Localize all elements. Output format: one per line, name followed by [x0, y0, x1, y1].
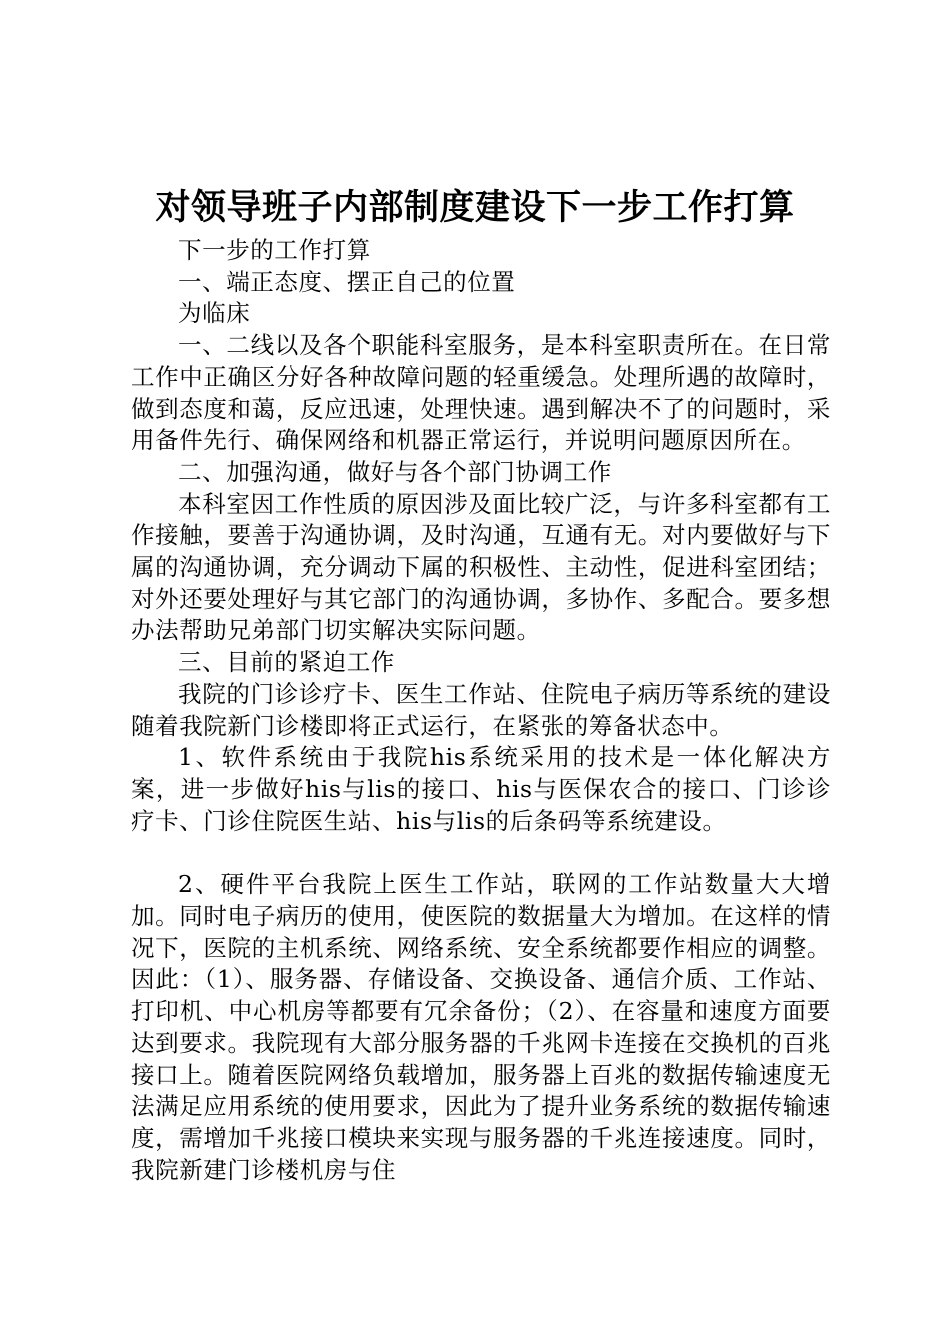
- document-body: [131, 235, 831, 1186]
- paragraph-systems-construction: 我院的门诊诊疗卡、医生工作站、住院电子病历等系统的建设随着我院新门诊楼即将正式运行，在紧张的筹备状态中。: [131, 679, 831, 740]
- paragraph-service-duty: 一、二线以及各个职能科室服务，是本科室职责所在。在日常工作中正确区分好各种故障问题的轻重缓急。处理所遇的故障时，做到态度和蔼，反应迅速，处理快速。遇到解决不了的问题时，采用备件先行、确保网络和机器正常运行，并说明问题原因所在。: [131, 331, 831, 455]
- paragraph-spacer: [131, 837, 831, 869]
- paragraph-communication: 本科室因工作性质的原因涉及面比较广泛，与许多科室都有工作接触，要善于沟通协调，及时沟通，互通有无。对内要做好与下属的沟通协调，充分调动下属的积极性、主动性，促进科室团结；对外还要处理好与其它部门的沟通协调，多协作、多配合。要多想办法帮助兄弟部门切实解决实际问题。: [131, 489, 831, 645]
- paragraph-software-system: 1、软件系统由于我院his系统采用的技术是一体化解决方案，进一步做好his与lis的接口、his与医保农合的接口、门诊诊疗卡、门诊住院医生站、his与lis的后条码等系统建设。: [131, 743, 831, 835]
- paragraph-plan-heading: 下一步的工作打算: [178, 236, 371, 264]
- paragraph-section-2-heading: 二、加强沟通，做好与各个部门协调工作: [178, 457, 612, 486]
- document-title: 对领导班子内部制度建设下一步工作打算: [155, 187, 795, 228]
- paragraph-section-1-heading: 一、端正态度、摆正自己的位置: [178, 267, 516, 296]
- paragraph-section-3-heading: 三、目前的紧迫工作: [178, 648, 395, 677]
- paragraph-for-clinical: 为临床: [178, 299, 251, 328]
- paragraph-hardware-platform: 2、硬件平台我院上医生工作站，联网的工作站数量大大增加。同时电子病历的使用，使医院的数据量大为增加。在这样的情况下，医院的主机系统、网络系统、安全系统都要作相应的调整。因此：（1）、服务器、存储设备、交换设备、通信介质、工作站、打印机、中心机房等都要有冗余备份；（2）、在容量和速度方面要达到要求。我院现有大部分服务器的千兆网卡连接在交换机的百兆接口上。随着医院网络负载增加，服务器上百兆的数据传输速度无法满足应用系统的使用要求，因此为了提升业务系统的数据传输速度，需增加千兆接口模块来实现与服务器的千兆连接速度。同时，我院新建门诊楼机房与住: [131, 870, 831, 1184]
